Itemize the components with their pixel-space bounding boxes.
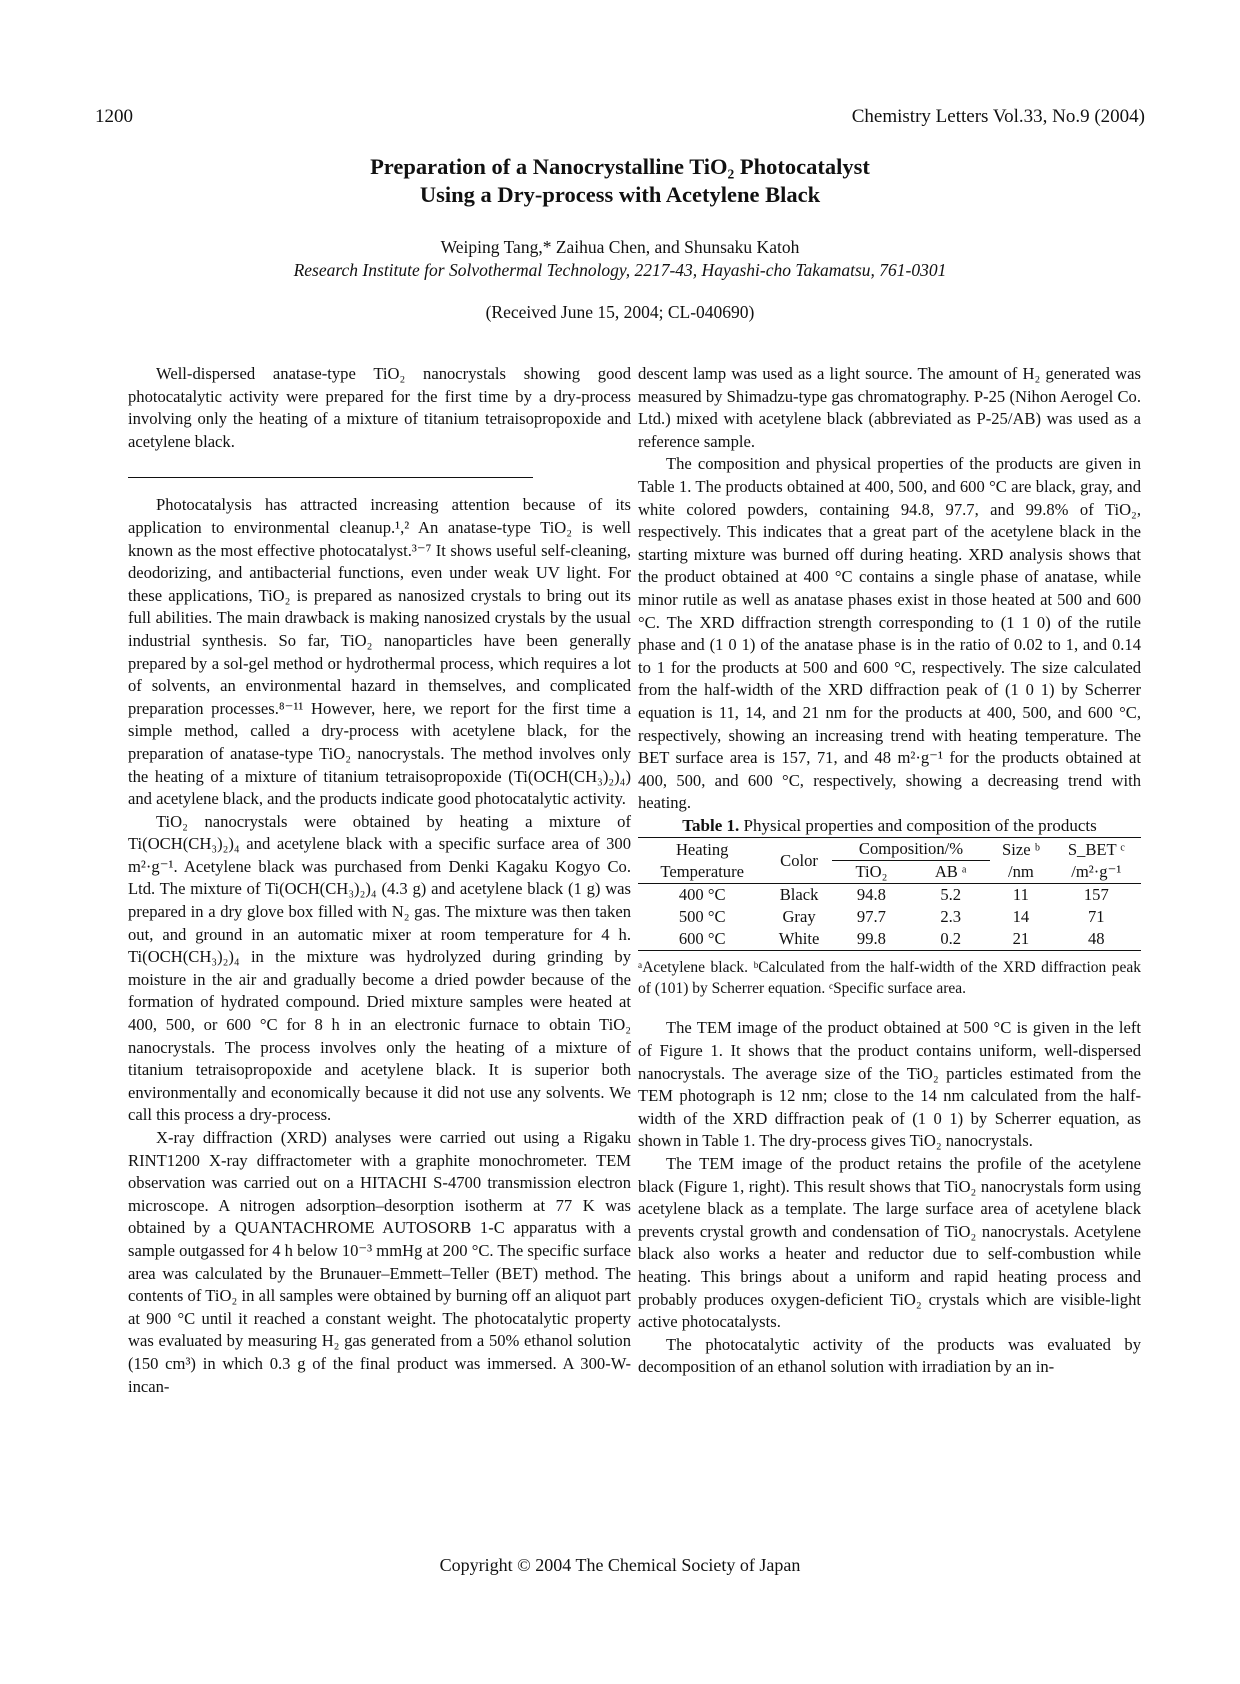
table-row [638, 906, 1141, 928]
title-line-1: Preparation of a Nanocrystalline TiO₂ Photocatalyst [370, 154, 870, 179]
right-column [638, 363, 1141, 1379]
table-label: Table 1. [682, 815, 740, 835]
title-line-2: Using a Dry-process with Acetylene Black [419, 182, 821, 207]
cell-size: 21 [990, 928, 1051, 951]
table-row [638, 884, 1141, 907]
body-paragraph: The TEM image of the product obtained at 500 °C is given in the left of Figure 1. It shows that the product contains uniform, well-dispersed nanocrystals. The average size of the TiO₂ particles estimated from the TEM photograph is 12 nm; close to the 14 nm calculated from the half-width of the XRD diffraction peak of (1 0 1) by Scherrer equation, as shown in Table 1. The dry-process gives TiO₂ nanocrystals. [638, 1018, 1141, 1151]
left-column [128, 363, 631, 1398]
body-paragraph: Photocatalysis has attracted increasing attention because of its application to environmental cleanup.¹,² An anatase-type TiO₂ is well known as the most effective photocatalyst.³⁻⁷ It shows useful self-cleaning, deodorizing, and antibacterial functions, even under weak UV light. For these applications, TiO₂ is prepared as nanosized crystals to bring out its full abilities. The main drawback is making nanosized crystals by the usual industrial synthesis. So far, TiO₂ nanoparticles have been generally prepared by a sol-gel method or hydrothermal process, which requires a lot of solvents, an environmental hazard in themselves, and complicated preparation processes.⁸⁻¹¹ However, here, we report for the first time a simple method, called a dry-process with acetylene black, for the preparation of anatase-type TiO₂ nanocrystals. The method involves only the heating of a mixture of titanium tetraisopropoxide (Ti(OCH(CH₃)₂)₄) and acetylene black, and the products indicate good photocatalytic activity. [128, 495, 631, 809]
body-paragraph: TiO₂ nanocrystals were obtained by heating a mixture of Ti(OCH(CH₃)₂)₄ and acetylene black with a specific surface area of 300 m²·g⁻¹. Acetylene black was purchased from Denki Kagaku Kogyo Co. Ltd. The mixture of Ti(OCH(CH₃)₂)₄ (4.3 g) and acetylene black (1 g) was prepared in a dry glove box filled with N₂ gas. The mixture was then taken out, and ground in an automatic mixer at room temperature for 4 h. Ti(OCH(CH₃)₂)₄ in the mixture was hydrolyzed during grinding by moisture in the air and gradually become a dried powder because of the formation of hydrated compound. Dried mixture samples were heated at 400, 500, or 600 °C for 8 h in an electronic furnace to obtain TiO₂ nanocrystals. The process involves only the heating of a mixture of titanium tetraisopropoxide and acetylene black. It is superior both environmentally and economically because it did not use any solvents. We call this process a dry-process. [128, 811, 631, 1125]
header-temperature: Temperature [660, 862, 744, 882]
cell-ab: 0.2 [911, 928, 990, 951]
header-heating: Heating [638, 838, 766, 861]
header-size: Size ᵇ [990, 838, 1051, 861]
table-footnote: ᵃAcetylene black. ᵇCalculated from the half-width of the XRD diffraction peak of (101) by Scherrer equation. ᶜSpecific surface area. [638, 959, 1141, 998]
cell-color: Black [766, 884, 831, 907]
body-paragraph: descent lamp was used as a light source. The amount of H₂ generated was measured by Shimadzu-type gas chromatography. P-25 (Nihon Aerogel Co. Ltd.) mixed with acetylene black (abbreviated as P-25/AB) was used as a reference sample. [638, 364, 1141, 451]
header-color: Color [766, 838, 831, 884]
author-list: Weiping Tang,* Zaihua Chen, and Shunsaku Katoh [440, 237, 800, 257]
header-ab: AB ᵃ [934, 862, 967, 882]
running-head [95, 106, 1145, 128]
header-size-unit: /nm [1008, 862, 1034, 882]
cell-tio2: 99.8 [832, 928, 911, 951]
cell-sbet: 157 [1052, 884, 1141, 907]
copyright-footer: Copyright © 2004 The Chemical Society of Japan [439, 1555, 801, 1575]
abstract: Well-dispersed anatase-type TiO₂ nanocrystals showing good photocatalytic activity were prepared for the first time by a dry-process involving only the heating of a mixture of titanium tetraisopropoxide and acetylene black. [128, 364, 631, 451]
body-paragraph: X-ray diffraction (XRD) analyses were carried out using a Rigaku RINT1200 X-ray diffractometer with a graphite monochrometer. TEM observation was carried out on a HITACHI S-4700 transmission electron microscope. A nitrogen adsorption–desorption isotherm at 77 K was obtained by a QUANTACHROME AUTOSORB 1-C apparatus with a sample outgassed for 4 h below 10⁻³ mmHg at 200 °C. The specific surface area was calculated by the Brunauer–Emmett–Teller (BET) method. The contents of TiO₂ in all samples were obtained by burning off an aliquot part at 900 °C until it reached a constant weight. The photocatalytic property was evaluated by measuring H₂ gas generated from a 50% ethanol solution (150 cm³) in which 0.3 g of the final product was immersed. A 300-W-incan- [128, 1128, 632, 1396]
cell-color: White [766, 928, 831, 951]
properties-table [638, 837, 1141, 951]
page-number: 1200 [95, 106, 133, 127]
cell-tio2: 94.8 [832, 884, 911, 907]
cell-sbet: 48 [1052, 928, 1141, 951]
header-composition: Composition/% [832, 838, 991, 861]
cell-sbet: 71 [1088, 907, 1105, 927]
journal-citation: Chemistry Letters Vol.33, No.9 (2004) [851, 106, 1145, 127]
title-block [95, 153, 1145, 323]
table-row [638, 928, 1141, 951]
cell-temperature: 400 °C [638, 884, 766, 907]
cell-temperature: 500 °C [678, 907, 726, 927]
header-tio2: TiO₂ [855, 862, 888, 882]
cell-size: 14 [1012, 907, 1030, 927]
body-paragraph: The TEM image of the product retains the profile of the acetylene black (Figure 1, right). This result shows that TiO₂ nanocrystals form using acetylene black as a template. The large surface area of acetylene black prevents crystal growth and condensation of TiO₂ nanocrystals. Acetylene black also works a heater and reductor due to self-combustion while heating. This brings about a uniform and rapid heating process and probably produces oxygen-deficient TiO₂ crystals which are visible-light active photocatalysts. [638, 1154, 1141, 1332]
cell-ab: 5.2 [911, 884, 990, 907]
cell-color: Gray [782, 907, 816, 927]
table-caption-text: Physical properties and composition of the products [743, 815, 1097, 835]
cell-temperature: 600 °C [638, 928, 766, 951]
paper-title [95, 153, 1145, 209]
affiliation: Research Institute for Solvothermal Technology, 2217-43, Hayashi-cho Takamatsu, 761-0301 [293, 260, 947, 280]
cell-tio2: 97.7 [856, 907, 886, 927]
cell-size: 11 [990, 884, 1051, 907]
received-date: (Received June 15, 2004; CL-040690) [485, 302, 755, 322]
body-paragraph: The photocatalytic activity of the products was evaluated by decomposition of an ethanol solution with irradiation by an in- [638, 1334, 1141, 1377]
header-sbet-unit: /m²·g⁻¹ [1071, 862, 1122, 882]
table-caption [638, 815, 1141, 838]
abstract-divider [128, 477, 533, 478]
body-paragraph: The composition and physical properties of the products are given in Table 1. The products obtained at 400, 500, and 600 °C are black, gray, and white colored powders, containing 94.8, 97.7, and 99.8% of TiO₂, respectively. This indicates that a great part of the acetylene black in the starting mixture was burned off during heating. XRD analysis shows that the product obtained at 400 °C contains a single phase of anatase, while minor rutile as well as anatase phases exist in those heated at 500 and 600 °C. The XRD diffraction strength corresponding to (1 1 0) of the rutile phase and (1 0 1) of the anatase phase is in the ratio of 0.02 to 1, and 0.14 to 1 for the products at 500 and 600 °C, respectively. The size calculated from the half-width of the XRD diffraction peak of (1 0 1) by Scherrer equation is 11, 14, and 21 nm for the products at 400, 500, and 600 °C, respectively, showing an increasing trend with heating temperature. The BET surface area is 157, 71, and 48 m²·g⁻¹ for the products obtained at 400, 500, and 600 °C, respectively, showing a decreasing trend with heating. [638, 454, 1141, 813]
header-sbet: S_BET ᶜ [1052, 838, 1141, 861]
cell-ab: 2.3 [940, 907, 962, 927]
